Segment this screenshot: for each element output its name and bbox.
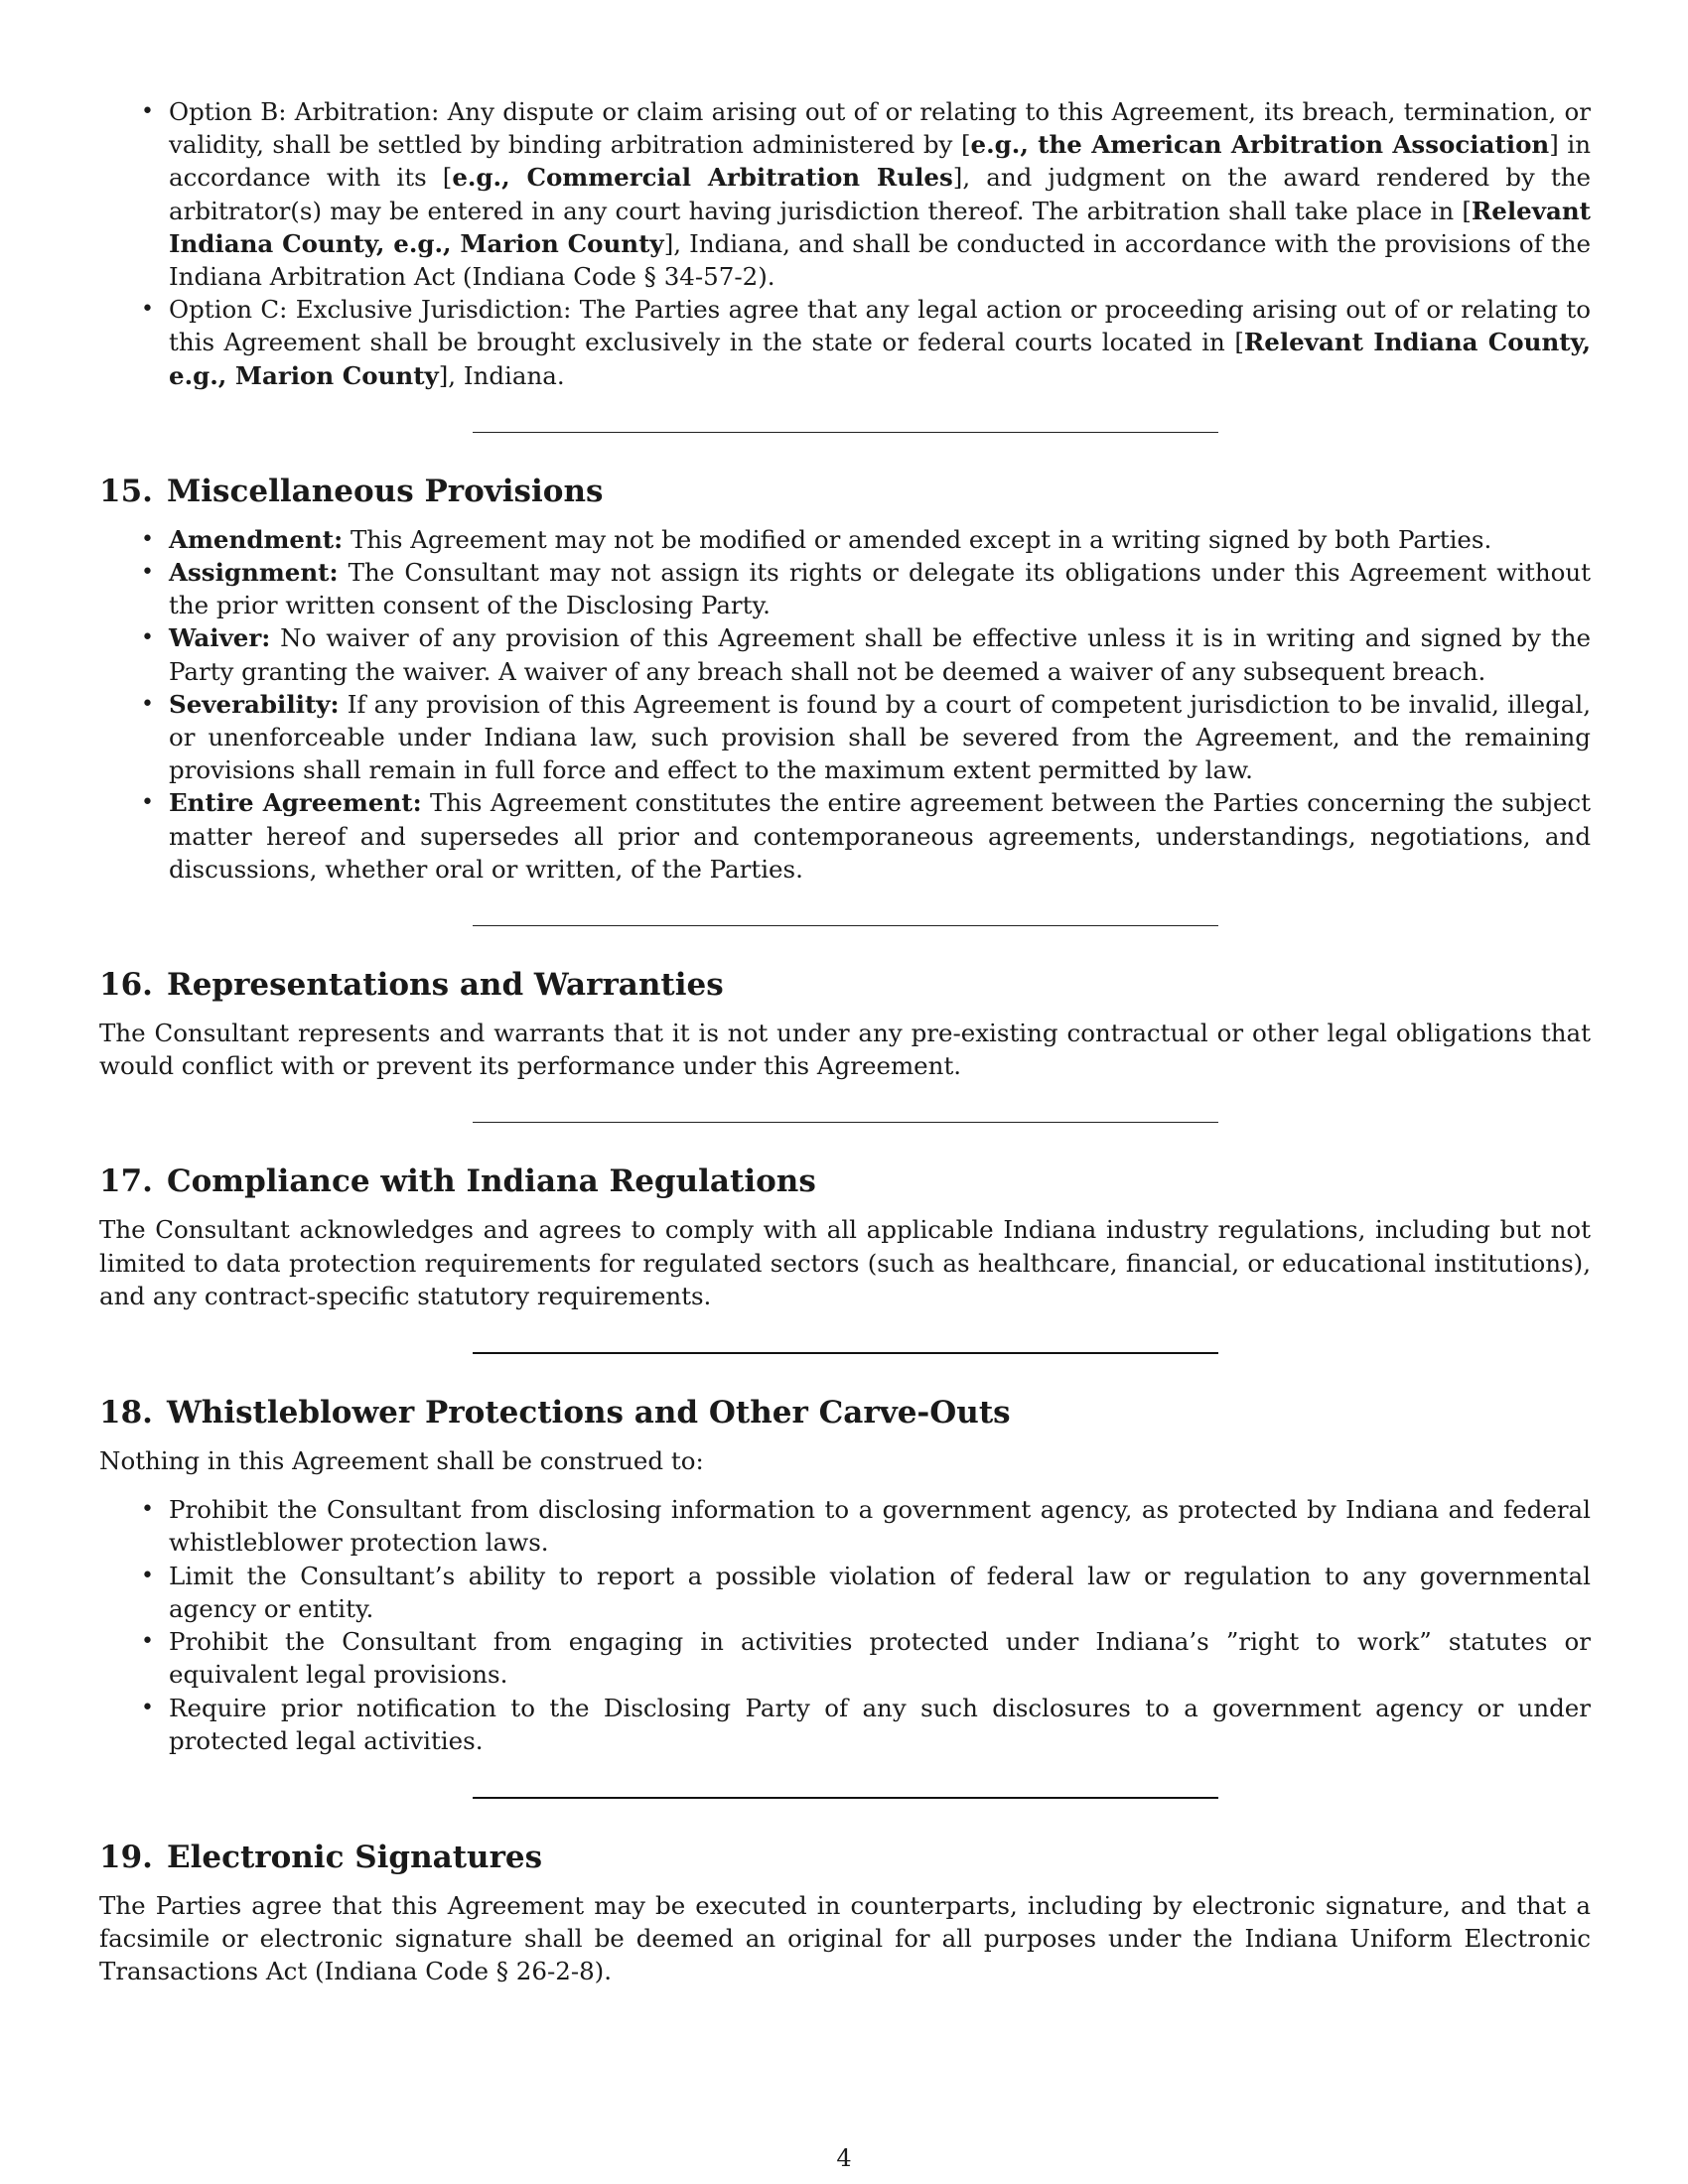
section-16-body: The Consultant represents and warrants that it is not under any pre-existing contractual or other legal obligations that would conflict with or prevent its performance under this Agreement.	[99, 1019, 1591, 1081]
list-item-amendment: • Amendment: This Agreement may not be modified or amended except in a writing signed by both Parties.	[99, 523, 1591, 556]
section-heading-18: 18. Whistleblower Protections and Other Carve-Outs	[99, 1395, 1011, 1432]
section-divider	[473, 432, 1218, 433]
section-heading-16: 16. Representations and Warranties	[99, 967, 724, 1004]
bullet: •	[141, 297, 154, 323]
section-18-intro: Nothing in this Agreement shall be construed to:	[99, 1446, 704, 1476]
section-divider	[473, 1122, 1218, 1123]
whistleblower-list	[99, 1493, 1591, 1757]
bullet: •	[141, 1497, 154, 1523]
section-heading-15: 15. Miscellaneous Provisions	[99, 473, 604, 509]
misc-provisions-list	[99, 523, 1591, 886]
section-divider	[473, 925, 1218, 926]
bullet: •	[141, 560, 154, 586]
document-page	[99, 95, 1591, 1988]
list-item: • Limit the Consultant’s ability to report a possible violation of federal law or regulation to any governmental agency or entity.	[141, 1561, 1591, 1623]
list-item: • Require prior notification to the Disclosing Party of any such disclosures to a government agency or under protected legal activities.	[141, 1693, 1591, 1755]
bullet: •	[141, 1695, 154, 1720]
section-divider	[473, 1797, 1218, 1799]
list-item-waiver: • Waiver: No waiver of any provision of this Agreement shall be effective unless it is in writing and signed by the Party granting the waiver. A waiver of any breach shall not be deemed a waiver of any subsequent breach.	[141, 623, 1591, 686]
list-item-option-c: • Option C: Exclusive Jurisdiction: The Parties agree that any legal action or proceeding arising out of or relating to this Agreement shall be brought exclusively in the state or federal courts located in [Relevant Indiana County, e.g., Marion County], Indiana.	[141, 295, 1591, 390]
section-heading-19: 19. Electronic Signatures	[99, 1839, 543, 1875]
bullet: •	[141, 1563, 154, 1588]
bullet: •	[141, 790, 154, 816]
bullet: •	[141, 691, 154, 717]
section-heading-17: 17. Compliance with Indiana Regulations	[99, 1163, 816, 1200]
bullet: •	[141, 625, 154, 651]
list-item: • Prohibit the Consultant from engaging in activities protected under Indiana’s ”right to work” statutes or equivalent legal provisions.	[141, 1627, 1591, 1690]
bullet: •	[141, 99, 154, 124]
bullet: •	[141, 1629, 154, 1655]
section-19-body: The Parties agree that this Agreement may be executed in counterparts, including by electronic signature, and that a facsimile or electronic signature shall be deemed an original for all purposes under the Indiana Uniform Electronic Transactions Act (Indiana Code § 26-2-8).	[99, 1890, 1591, 1986]
list-item: • Prohibit the Consultant from disclosing information to a government agency, as protected by Indiana and federal whistleblower protection laws.	[141, 1495, 1591, 1558]
list-item-option-b: • Option B: Arbitration: Any dispute or claim arising out of or relating to this Agreement, its breach, termination, or validity, shall be settled by binding arbitration administered by [e.g., the American Arbitration Association] in accordance with its [e.g., Commercial Arbitration Rules], and judgment on the award rendered by the arbitrator(s) may be entered in any court having jurisdiction thereof. The arbitration shall take place in [Relevant Indiana County, e.g., Marion County], Indiana, and shall be conducted in accordance with the provisions of the Indiana Arbitration Act (Indiana Code § 34-57-2).	[141, 97, 1592, 292]
section-17-body: The Consultant acknowledges and agrees to comply with all applicable Indiana industry regulations, including but not limited to data protection requirements for regulated sectors (such as healthcare, financial, or educational institutions), and any contract-specific statutory requirements.	[99, 1215, 1591, 1310]
list-item-severability: • Severability: If any provision of this Agreement is found by a court of competent jurisdiction to be invalid, illegal, or unenforceable under Indiana law, such provision shall be severed from the Agreement, and the remaining provisions shall remain in full force and effect to the maximum extent permitted by law.	[141, 689, 1591, 785]
page-number: 4	[836, 2144, 852, 2172]
list-item-assignment: • Assignment: The Consultant may not assign its rights or delegate its obligations under this Agreement without the prior written consent of the Disclosing Party.	[141, 558, 1591, 620]
section-divider	[473, 1352, 1218, 1354]
dispute-options-list	[99, 95, 1591, 392]
bullet: •	[141, 526, 154, 552]
list-item-entire-agreement: • Entire Agreement: This Agreement constitutes the entire agreement between the Parties concerning the subject matter hereof and supersedes all prior and contemporaneous agreements, understandings, negotiations, and discussions, whether oral or written, of the Parties.	[141, 788, 1592, 884]
